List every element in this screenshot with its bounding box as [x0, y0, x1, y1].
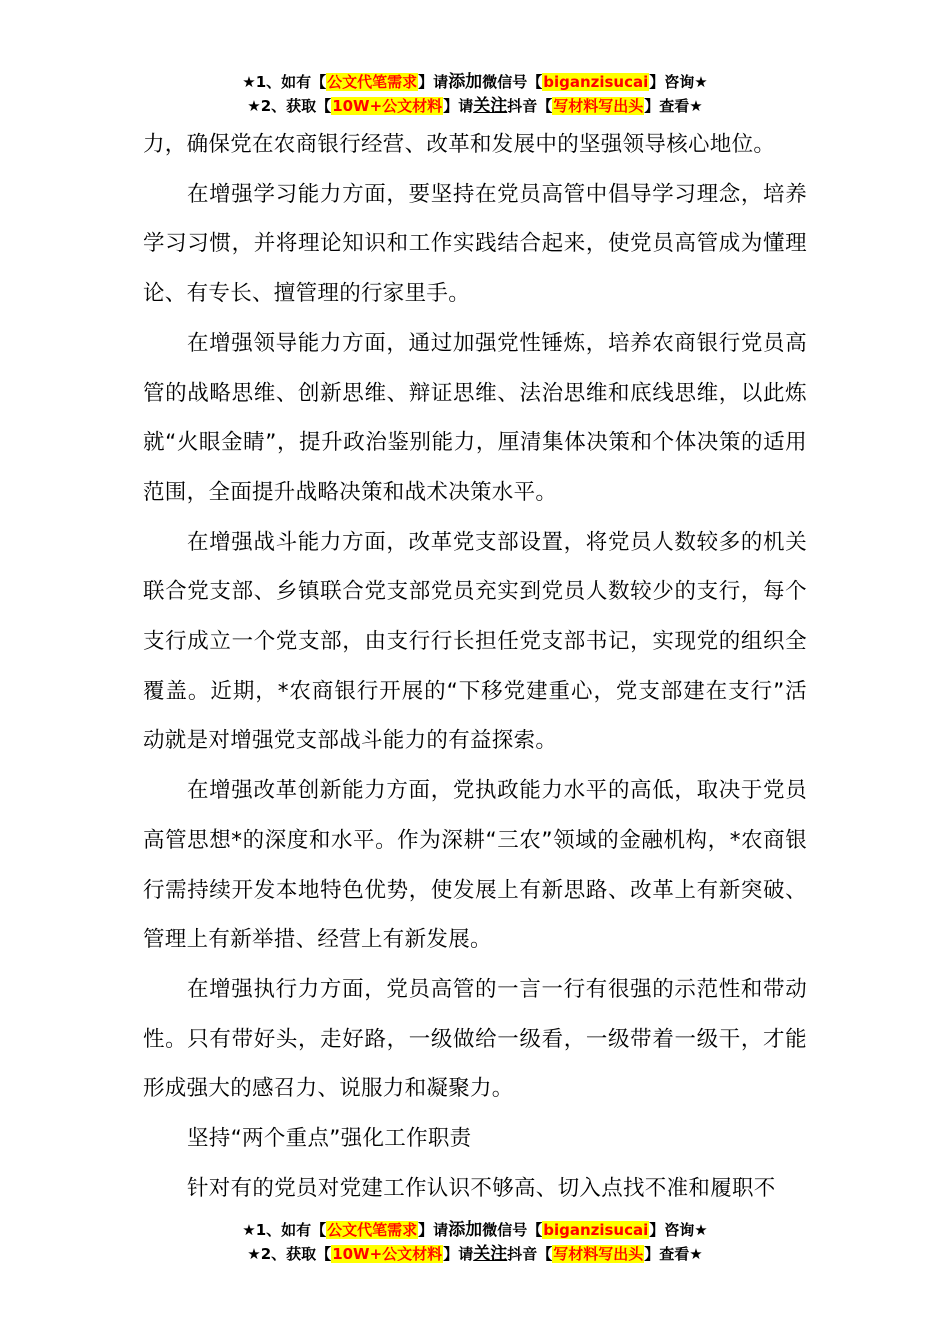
- banner-highlight: biganzisucai: [543, 73, 649, 91]
- banner-text: ★2、获取【: [247, 1245, 332, 1263]
- banner-text: 抖音【: [507, 1245, 553, 1263]
- banner-text: 】查看★: [644, 97, 703, 115]
- banner-text: ★1、如有【: [242, 1221, 327, 1239]
- paragraph: 在增强执行力方面，党员高管的一言一行有很强的示范性和带动性。只有带好头，走好路，一级做给一级看，一级带着一级干，才能形成强大的感召力、说服力和凝聚力。: [143, 976, 807, 1102]
- banner-highlight: biganzisucai: [543, 1221, 649, 1239]
- banner-highlight: 写材料写出头: [553, 97, 644, 115]
- paragraph: 在增强学习能力方面，要坚持在党员高管中倡导学习理念，培养学习习惯，并将理论知识和工作实践结合起来，使党员高管成为懂理论、有专长、擅管理的行家里手。: [143, 181, 807, 307]
- banner-line-1: [0, 70, 950, 94]
- banner-text: 微信号【: [482, 1221, 543, 1239]
- banner-highlight: 公文代笔需求: [327, 1221, 418, 1239]
- banner-text: 】咨询★: [649, 1221, 708, 1239]
- banner-text: 】请: [418, 73, 449, 91]
- paragraph: 力，确保党在农商银行经营、改革和发展中的坚强领导核心地位。: [143, 132, 776, 157]
- banner-text: 抖音【: [507, 97, 553, 115]
- paragraph: 在增强战斗能力方面，改革党支部设置，将党员人数较多的机关联合党支部、乡镇联合党支部党员充实到党员人数较少的支行，每个支行成立一个党支部，由支行行长担任党支部书记，实现党的组织全覆盖。近期，*农商银行开展的“下移党建重心，党支部建在支行”活动就是对增强党支部战斗能力的有益探索。: [143, 529, 807, 754]
- banner-text: 】咨询★: [649, 73, 708, 91]
- banner-text: 】请: [443, 1245, 474, 1263]
- top-banner: [0, 70, 950, 118]
- banner-highlight: 公文代笔需求: [327, 73, 418, 91]
- paragraph: 在增强领导能力方面，通过加强党性锤炼，培养农商银行党员高管的战略思维、创新思维、辩证思维、法治思维和底线思维，以此炼就“火眼金睛”，提升政治鉴别能力，厘清集体决策和个体决策的适用范围，全面提升战略决策和战术决策水平。: [143, 330, 807, 505]
- banner-emphasis: 添加: [448, 72, 483, 92]
- banner-text: 微信号【: [482, 73, 543, 91]
- banner-emphasis: 关注: [473, 1244, 508, 1264]
- banner-text: ★1、如有【: [242, 73, 327, 91]
- banner-highlight: 10W+公文材料: [332, 97, 443, 115]
- document-body: [143, 120, 807, 1213]
- paragraph: 针对有的党员对党建工作认识不够高、切入点找不准和履职不: [187, 1175, 776, 1201]
- banner-text: ★2、获取【: [247, 97, 332, 115]
- banner-highlight: 写材料写出头: [553, 1245, 644, 1263]
- bottom-banner: [0, 1218, 950, 1266]
- banner-emphasis: 添加: [448, 1220, 483, 1240]
- banner-line-2: [0, 1242, 950, 1266]
- banner-text: 】查看★: [644, 1245, 703, 1263]
- banner-highlight: 10W+公文材料: [332, 1245, 443, 1263]
- banner-line-1: [0, 1218, 950, 1242]
- section-heading: 坚持“两个重点”强化工作职责: [187, 1126, 472, 1152]
- paragraph: 在增强改革创新能力方面，党执政能力水平的高低，取决于党员高管思想*的深度和水平。作为深耕“三农”领域的金融机构，*农商银行需持续开发本地特色优势，使发展上有新思路、改革上有新突破、管理上有新举措、经营上有新发展。: [143, 778, 807, 953]
- banner-text: 】请: [443, 97, 474, 115]
- banner-line-2: [0, 94, 950, 118]
- banner-text: 】请: [418, 1221, 449, 1239]
- banner-emphasis: 关注: [473, 96, 508, 116]
